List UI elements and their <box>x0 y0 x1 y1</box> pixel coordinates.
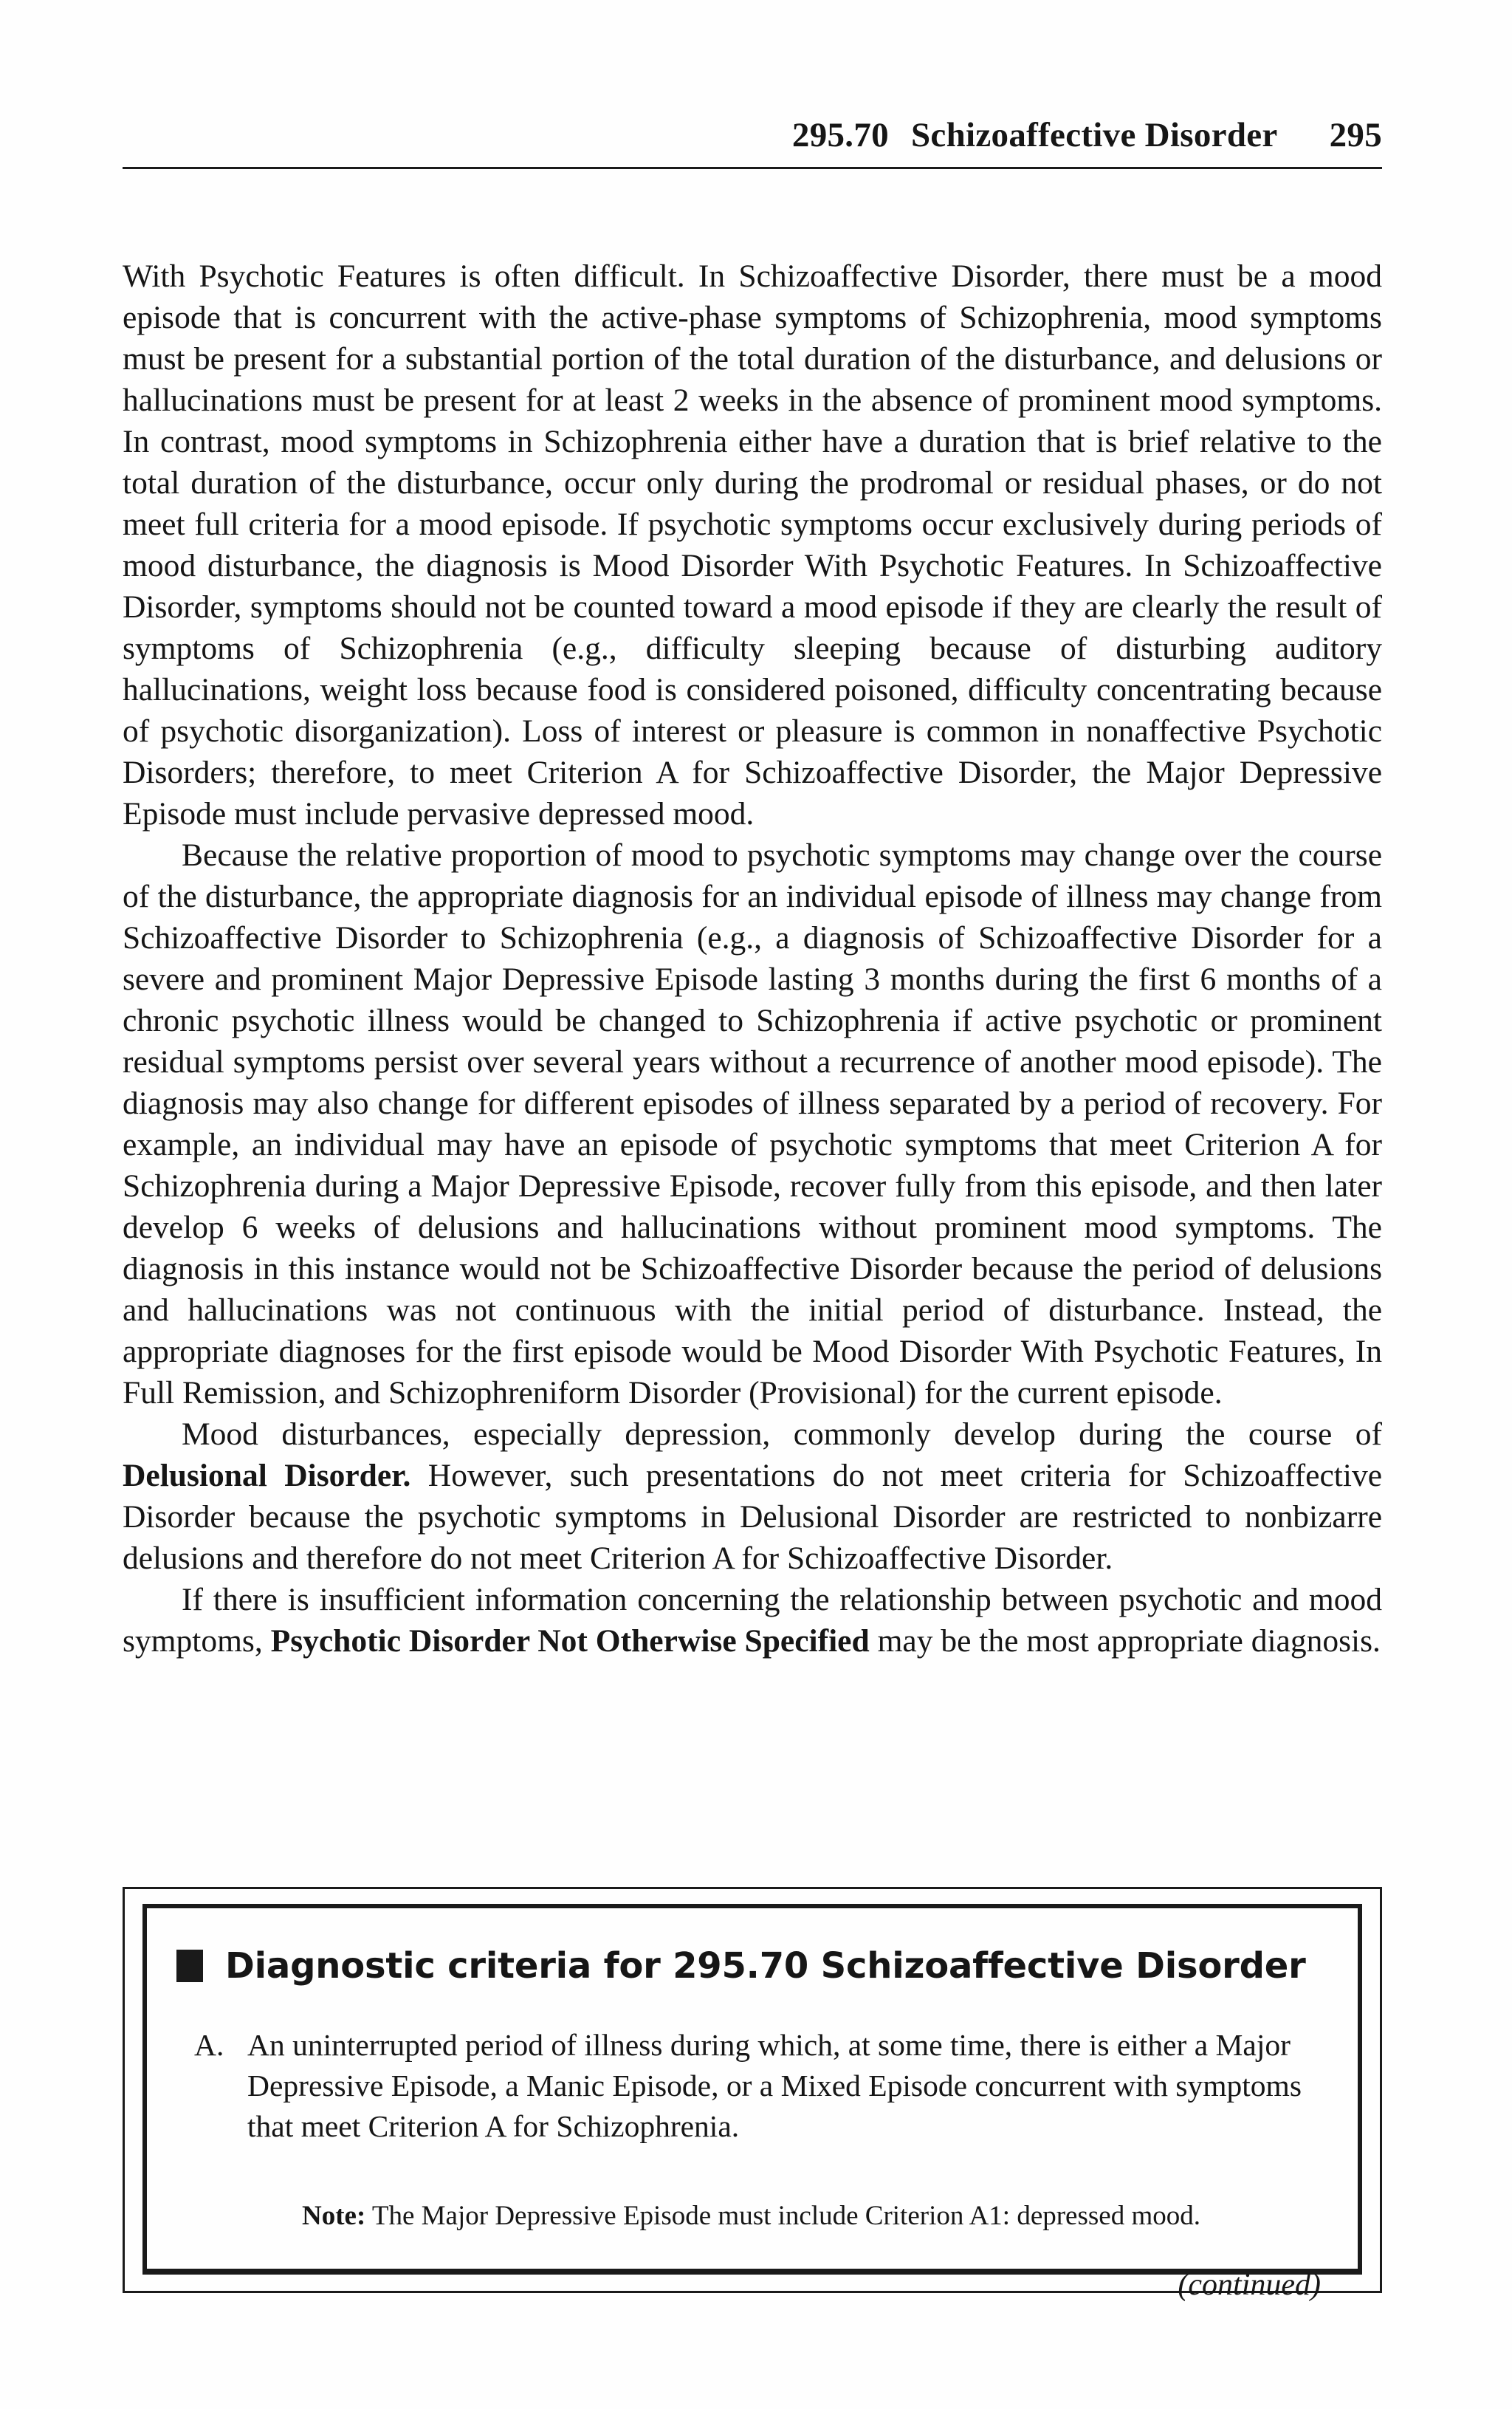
continued-label: (continued) <box>1178 2268 1321 2302</box>
note-label: Note: <box>302 2201 366 2231</box>
square-bullet-icon <box>176 1950 203 1982</box>
criteria-inner-frame <box>142 1904 1362 2302</box>
header-title: Schizoaffective Disorder <box>910 116 1278 154</box>
criteria-box <box>123 1887 1382 2302</box>
criteria-title-text: Diagnostic criteria for 295.70 Schizoaffective Disorder <box>225 1945 1306 1987</box>
page-number: 295 <box>1329 116 1382 154</box>
criterion-note <box>302 2198 1318 2234</box>
paragraph: Mood disturbances, especially depression, commonly develop during the course of Delusional Disorder. However, such presentations do not meet criteria for Schizoaffective Disorder because the psychotic symptoms in Delusional Disorder are restricted to nonbizarre delusions and therefore do not meet Criterion A for Schizoaffective Disorder. <box>123 1416 1383 1576</box>
note-text: The Major Depressive Episode must include Criterion A1: depressed mood. <box>365 2201 1200 2231</box>
bold-term: Delusional Disorder. <box>123 1458 411 1493</box>
criterion-text: An uninterrupted period of illness during which, at some time, there is either a Major Depressive Episode, a Manic Episode, or a Mixed Episode concurrent with symptoms that meet Criterion A for Schizophrenia. <box>247 2028 1302 2143</box>
paragraph: Because the relative proportion of mood to psychotic symptoms may change over the course of the disturbance, the appropriate diagnosis for an individual episode of illness may change from Schizoaffective Disorder to Schizophrenia (e.g., a diagnosis of Schizoaffective Disorder for a severe and prominent Major Depressive Episode lasting 3 months during the first 6 months of a chronic psychotic illness would be changed to Schizophrenia if active psychotic or prominent residual symptoms persist over several years without a recurrence of another mood episode). The diagnosis may also change for different episodes of illness separated by a period of recovery. For example, an individual may have an episode of psychotic symptoms that meet Criterion A for Schizophrenia during a Major Depressive Episode, recover fully from this episode, and then later develop 6 weeks of delusions and hallucinations without prominent mood symptoms. The diagnosis in this instance would not be Schizoaffective Disorder because the period of delusions and hallucinations was not continuous with the initial period of disturbance. Instead, the appropriate diagnoses for the first episode would be Mood Disorder With Psychotic Features, In Full Remission, and Schizophreniform Disorder (Provisional) for the current episode. <box>123 837 1382 1411</box>
criterion-letter: A. <box>194 2028 224 2062</box>
running-header <box>123 103 1382 169</box>
paragraph: With Psychotic Features is often difficult. In Schizoaffective Disorder, there must be a mood episode that is concurrent with the active-phase symptoms of Schizophrenia, mood symptoms must be present for a substantial portion of the total duration of the disturbance, and delusions or hallucinations must be present for at least 2 weeks in the absence of prominent mood symptoms. In contrast, mood symptoms in Schizophrenia either have a duration that is brief relative to the total duration of the disturbance, occur only during the prodromal or residual phases, or do not meet full criteria for a mood episode. If psychotic symptoms occur exclusively during periods of mood disturbance, the diagnosis is Mood Disorder With Psychotic Features. In Schizoaffective Disorder, symptoms should not be counted toward a mood episode if they are clearly the result of symptoms of Schizophrenia (e.g., difficulty sleeping because of disturbing auditory hallucinations, weight loss because food is considered poisoned, difficulty concentrating because of psychotic disorganization). Loss of interest or pleasure is common in nonaffective Psychotic Disorders; therefore, to meet Criterion A for Schizoaffective Disorder, the Major Depressive Episode must include pervasive depressed mood. <box>123 258 1382 832</box>
criteria-title <box>176 1945 1306 1987</box>
body-text <box>123 256 1382 1662</box>
paragraph: If there is insufficient information concerning the relationship between psychotic and mood symptoms, Psychotic Disorder Not Otherwise Specified may be the most appropriate diagnosis. <box>123 1582 1382 1659</box>
criterion-a <box>194 2025 1318 2147</box>
header-code: 295.70 <box>791 116 889 154</box>
bold-term: Psychotic Disorder Not Otherwise Specified <box>270 1623 870 1659</box>
